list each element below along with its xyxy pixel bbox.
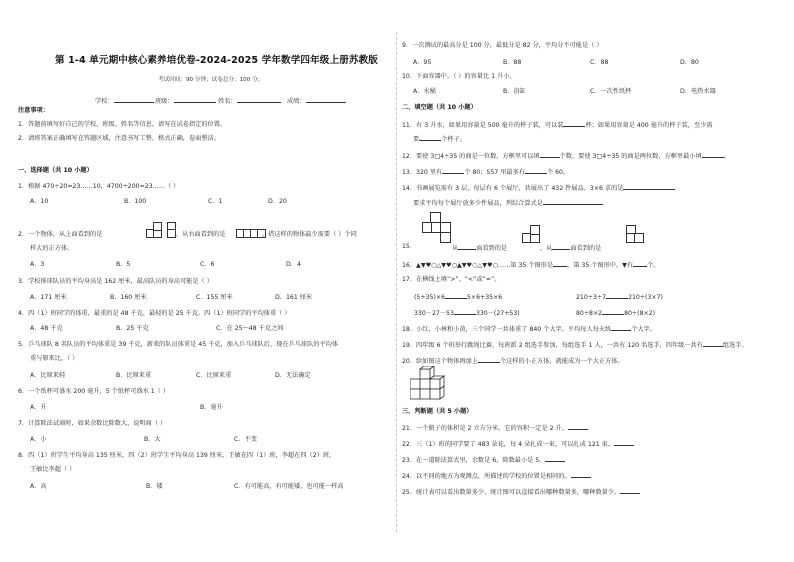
question-11-cont: 要 个杯子。 — [413, 136, 466, 143]
q7-option-b[interactable]: B．大 — [144, 436, 161, 443]
q9-option-b[interactable]: B．88 — [503, 59, 522, 66]
q2-option-d[interactable]: D．4 — [286, 261, 301, 268]
name-field[interactable]: 姓名： — [218, 96, 281, 106]
question-17: 17．在横线上填“>”、“<”或“=”。 — [402, 276, 501, 283]
q10-option-a[interactable]: A．水桶 — [413, 88, 436, 95]
q5-option-a[interactable]: A．比原来轻 — [30, 372, 66, 379]
q9-option-c[interactable]: C．88 — [590, 59, 609, 66]
question-23: 23．在一道除法算式里，余数是 6，除数最小是 5。 — [402, 455, 565, 465]
q8-option-b[interactable]: B．矮 — [146, 483, 163, 490]
question-2-cont: 样大的正方体。 — [30, 245, 74, 252]
question-2: 2．一个物体，从上面看到的是 — [18, 231, 103, 238]
compare-row: 330－27－53 330－(27+53) — [414, 310, 520, 317]
question-16: 16．▲▼♥○△▼♥○▲▼♥○△▼♥○……第 35 个图形是 ，第 35 个图形中，▼有 个。 — [402, 262, 660, 269]
compare-row: 80÷8×2 80÷(8×2) — [576, 310, 656, 317]
view-square — [634, 233, 644, 243]
question-5-cont: 重与原来比，（ ） — [30, 355, 79, 362]
q9-option-d[interactable]: D．80 — [680, 59, 699, 66]
question-19: 19．四年级 6 个班举行跳绳比赛，每班派 2 组选手参加，每组选手 1 人，一共有 120 名选手，四年级一共有 组选手。 — [402, 342, 748, 349]
q5-option-b[interactable]: B．比原来重 — [116, 372, 152, 379]
q8-option-a[interactable]: A．高 — [30, 483, 47, 490]
class-field[interactable]: 班级： — [155, 96, 216, 106]
question-10: 10．下面容器中，（ ）的容量比 1 升小。 — [402, 73, 516, 80]
question-15: 从 面看到的是 — [452, 245, 508, 252]
question-2-mid: ，从右面看到的是 — [176, 231, 226, 238]
view-square — [530, 225, 540, 235]
exam-info: 考试时间：90 分钟；试卷总分：100 分； — [158, 77, 264, 83]
q7-option-a[interactable]: A．小 — [30, 436, 47, 443]
question-9: 9．一次测试的最高分是 100 分，最低分是 82 分，平均分不可能是（ ） — [402, 42, 603, 49]
q2-option-c[interactable]: C．6 — [200, 261, 215, 268]
q1-option-d[interactable]: D．20 — [268, 198, 287, 205]
compare-row: 210÷3÷7 210÷(3×7) — [576, 294, 663, 301]
question-21: 21．一个瓶子的体积是 2 立方分米，它的容积一定是 2 升。 — [402, 423, 588, 433]
question-22: 22．三（1）班的同学要了 483 朵花，每 4 朵扎成一束，可以扎成 121 束。 — [402, 439, 634, 449]
page-title: 第 1-4 单元期中核心素养培优卷-2024-2025 学年数学四年级上册苏教版 — [55, 55, 378, 66]
q1-option-c[interactable]: C．1 — [208, 198, 223, 205]
question-14-cont: 要求平均每个展厅放多少件展品，列综合算式是 — [413, 198, 603, 208]
q5-option-d[interactable]: D．无法确定 — [275, 372, 311, 379]
q1-option-b[interactable]: B．100 — [124, 198, 147, 205]
q6-option-b[interactable]: B．毫升 — [200, 404, 223, 411]
cube-figure — [440, 232, 451, 243]
question-15-num: 15． — [402, 243, 417, 250]
q7-option-c[interactable]: C．不变 — [234, 436, 257, 443]
question-24: 24．以不同的地方为观测点，所描述的学校的位置是相同的。 — [402, 471, 591, 481]
q4-option-a[interactable]: A．48 千克 — [30, 325, 63, 332]
question-12: 12．要使 3□4÷35 的商是一位数，方框里可以填 个数，要使 3□4÷35 的商是两位数，方框里最小填 。 — [402, 153, 730, 160]
q4-option-c[interactable]: C．在 25～48 千克之间 — [216, 325, 284, 332]
section-choice: 一、选择题（共 10 小题） — [18, 167, 93, 174]
question-25: 25．统计表可以看出数量多少，统计图可以直接看出哪种数量多，哪种数量少。 — [402, 487, 640, 497]
school-field[interactable]: 学校： — [95, 96, 154, 106]
q3-option-d[interactable]: D．161 厘米 — [275, 294, 313, 301]
question-13: 13．320 里有 个 80；557 里最多有 个 60。 — [402, 169, 570, 176]
q10-option-b[interactable]: B．浴缸 — [503, 88, 526, 95]
question-4: 4．四（1）班同学的体重，最重的是 48 千克，最轻的是 25 千克。四（1）班同学的平均体重（ ） — [18, 310, 291, 317]
question-14: 14．书画展览需有 3 层，每层有 6 个展厅，共展出了 432 件展品。3×6 求的是 — [402, 183, 675, 193]
q3-option-c[interactable]: C．155 厘米 — [196, 294, 233, 301]
cube-stack-figure — [410, 366, 452, 402]
q10-option-d[interactable]: D．电热水器 — [680, 88, 716, 95]
q6-option-a[interactable]: A．升 — [30, 404, 47, 411]
q1-option-a[interactable]: A．10 — [30, 198, 49, 205]
question-3: 3．学校排球队员的平均身高是 162 厘米，最高队员的身高可能是（ ） — [18, 278, 213, 285]
q10-option-c[interactable]: C．一次性纸杯 — [590, 88, 632, 95]
score-field[interactable]: 成绩： — [287, 96, 346, 106]
notice-heading: 注意事项： — [18, 107, 49, 114]
notice-item: 1．答题前填写好自己的学校、班级、姓名等信息，请写在试卷指定的位置。 — [18, 121, 227, 128]
question-7: 7．计算除法试商时，如果余数比除数大，说明商（ ） — [18, 420, 167, 427]
question-15-cont: ，从 面看到的是 — [540, 245, 602, 252]
question-8-cont: 王敏比李超（ ） — [30, 466, 76, 473]
q2-option-b[interactable]: B．5 — [116, 261, 131, 268]
question-8: 8．四（1）班学生平均身高 135 厘米，四（2）班学生平均身高 139 厘米，王敏在四（1）班，李超在四（2）班， — [18, 452, 336, 459]
question-1: 1．根据 470÷20=23……10，4700÷200=23……（ ） — [18, 183, 180, 190]
q3-option-b[interactable]: B．160 厘米 — [110, 294, 147, 301]
section-judge: 三、判断题（共 5 小题） — [402, 408, 473, 415]
column-divider — [396, 32, 397, 532]
question-6: 6．一个纸杯可盛水 200 毫升，5 个纸杯可盛水 1（ ） — [18, 388, 170, 395]
question-11: 11．有 3 升水，如果用容量是 500 毫升的杯子装，可以装 杯；如果用容量是 400 毫升的杯子装，至少需 — [402, 122, 713, 129]
q2-option-a[interactable]: A．3 — [30, 261, 45, 268]
q8-option-c[interactable]: C．有可能高，有可能矮，也可能一样高 — [234, 483, 344, 490]
q5-option-c[interactable]: C．比原来重 — [196, 372, 232, 379]
top-view-square — [153, 222, 162, 231]
notice-item: 2．请将答案正确填写在答题区域，注意书写工整，格式正确，卷面整洁。 — [18, 135, 220, 142]
q3-option-a[interactable]: A．171 厘米 — [30, 294, 67, 301]
q9-option-a[interactable]: A．95 — [413, 59, 432, 66]
question-5: 5．乒乓球队 8 名队员的平均体重是 39 千克，新来的队员体重是 45 千克，加入乒乓球队后，现在乒乓球队的平均体 — [18, 341, 339, 348]
question-20: 20．给如图这个物体再加上 个这样的小正方体，就能成为一个大正方体。 — [402, 358, 624, 365]
top-view-square — [167, 229, 176, 238]
section-fill: 二、填空题（共 10 小题） — [402, 104, 477, 111]
compare-row: (5+35)×6 5×6+35×6 — [414, 294, 503, 301]
q4-option-b[interactable]: B．25 千克 — [116, 325, 149, 332]
question-2-end: ，搭这样的物体最少需要（ ）个同 — [262, 231, 357, 238]
question-18: 18．小红、小林和小黄，三个同学一共体重了 840 个大字，平均每人每天练 个大字。 — [402, 326, 656, 333]
